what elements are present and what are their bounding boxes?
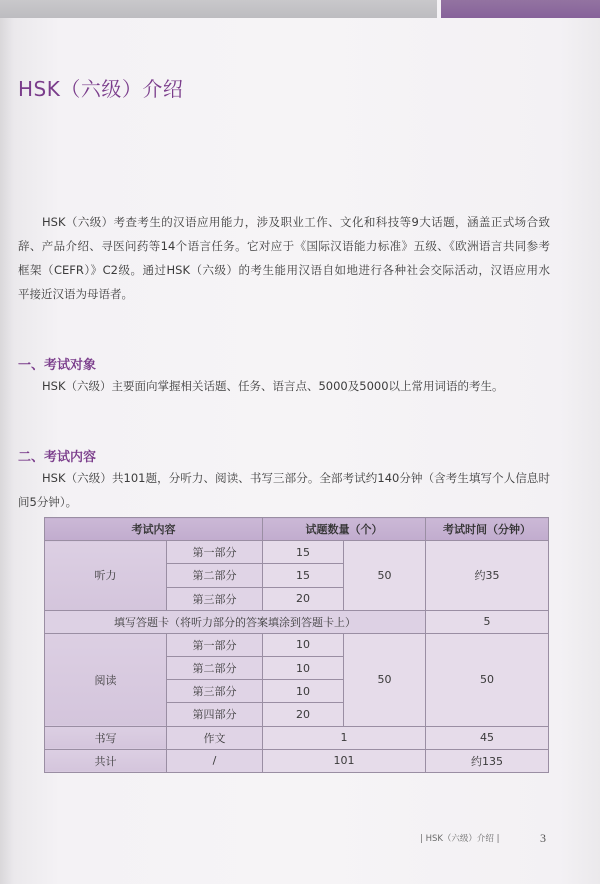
header-exam-time: 考试时间（分钟） — [426, 518, 549, 541]
table-row — [45, 749, 549, 772]
total-count-cell: 101 — [263, 749, 426, 772]
table-row — [45, 541, 549, 564]
part-name-cell: 第四部分 — [167, 703, 263, 726]
intro-line: 辞、产品介绍、寻医问药等14个语言任务。它对应于《国际汉语能力标准》五级、《欧洲语言共同参考 — [18, 239, 550, 253]
part-name-cell: 第二部分 — [167, 564, 263, 587]
top-purple-tab — [441, 0, 600, 18]
part-name-cell: 第一部分 — [167, 633, 263, 656]
writing-count-cell: 1 — [263, 726, 426, 749]
part-count-cell: 15 — [263, 564, 344, 587]
top-gray-band — [0, 0, 437, 18]
exam-content-table — [44, 517, 549, 773]
writing-time-cell: 45 — [426, 726, 549, 749]
part-count-cell: 10 — [263, 657, 344, 680]
part-count-cell: 20 — [263, 587, 344, 610]
part-name-cell: 第二部分 — [167, 657, 263, 680]
answer-sheet-cell: 填写答题卡（将听力部分的答案填涂到答题卡上） — [45, 610, 426, 633]
writing-part-cell: 作文 — [167, 726, 263, 749]
table-header-row — [45, 518, 549, 541]
section-heading-target: 一、考试对象 — [18, 358, 97, 373]
intro-line: 平接近汉语为母语者。 — [18, 287, 133, 301]
total-section-cell: 共计 — [45, 749, 167, 772]
answer-sheet-time-cell: 5 — [426, 610, 549, 633]
part-name-cell: 第三部分 — [167, 680, 263, 703]
total-time-cell: 约135 — [426, 749, 549, 772]
reading-section-cell: 阅读 — [45, 633, 167, 726]
table-row — [45, 726, 549, 749]
part-count-cell: 10 — [263, 633, 344, 656]
intro-line: 框架（CEFR）》C2级。通过HSK（六级）的考生能用汉语自如地进行各种社会交际活动，汉语应用水 — [18, 263, 550, 277]
section-content-text: 间5分钟）。 — [18, 495, 78, 509]
part-name-cell: 第一部分 — [167, 541, 263, 564]
page-number: 3 — [540, 831, 546, 845]
table-row — [45, 610, 549, 633]
listening-subtotal-cell: 50 — [344, 541, 426, 611]
part-count-cell: 20 — [263, 703, 344, 726]
running-footer-title: | HSK（六级）介绍 | — [420, 834, 500, 844]
header-question-count: 试题数量（个） — [263, 518, 426, 541]
part-count-cell: 15 — [263, 541, 344, 564]
section-target-text: HSK（六级）主要面向掌握相关话题、任务、语言点、5000及5000以上常用词语的考生。 — [42, 379, 504, 393]
listening-section-cell: 听力 — [45, 541, 167, 611]
intro-paragraph — [18, 210, 550, 306]
part-name-cell: 第三部分 — [167, 587, 263, 610]
page-title: HSK（六级）介绍 — [18, 77, 184, 101]
part-count-cell: 10 — [263, 680, 344, 703]
intro-line: HSK（六级）考查考生的汉语应用能力，涉及职业工作、文化和科技等9大话题，涵盖正式场合致 — [42, 215, 550, 229]
total-part-cell: / — [167, 749, 263, 772]
header-exam-content: 考试内容 — [45, 518, 263, 541]
writing-section-cell: 书写 — [45, 726, 167, 749]
reading-time-cell: 50 — [426, 633, 549, 726]
section-content-text: HSK（六级）共101题，分听力、阅读、书写三部分。全部考试约140分钟（含考生填写个人信息时 — [42, 471, 550, 485]
section-heading-content: 二、考试内容 — [18, 450, 97, 465]
reading-subtotal-cell: 50 — [344, 633, 426, 726]
listening-time-cell: 约35 — [426, 541, 549, 611]
table-row — [45, 633, 549, 656]
